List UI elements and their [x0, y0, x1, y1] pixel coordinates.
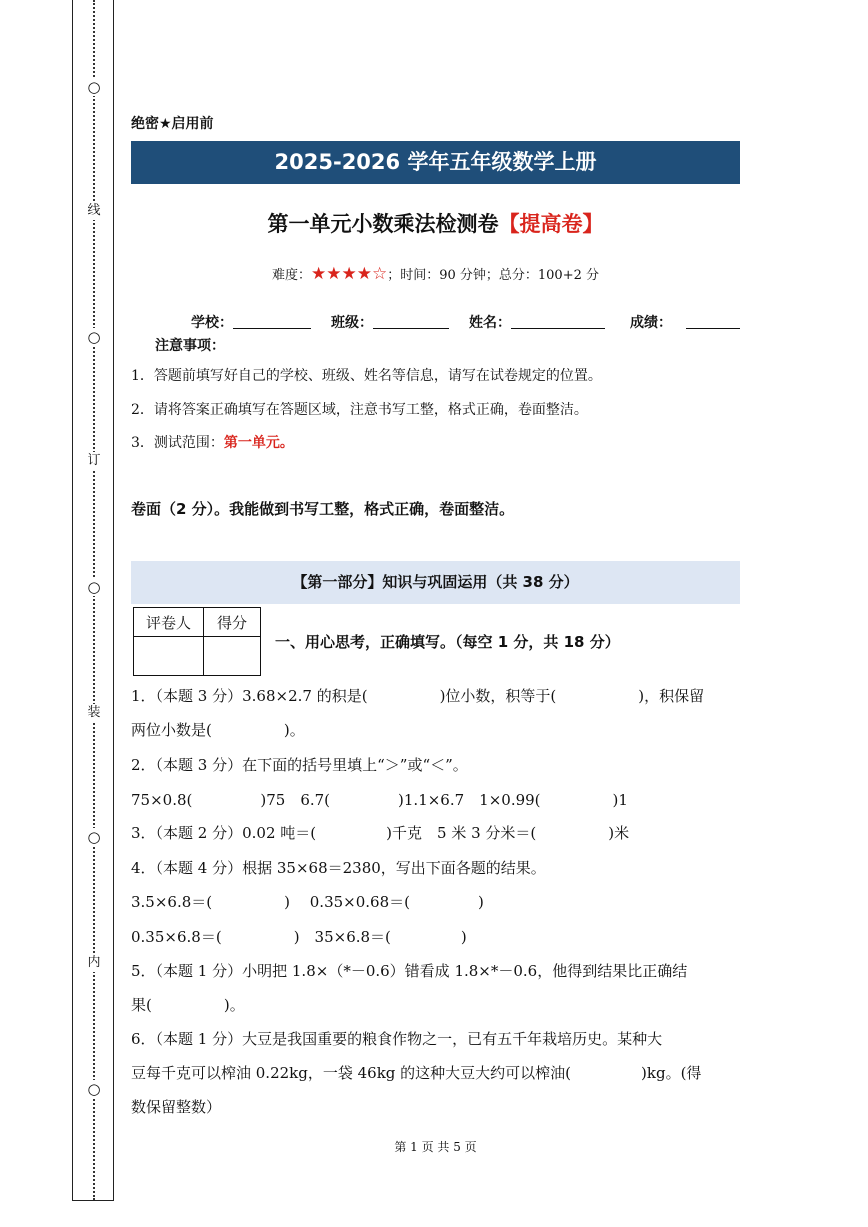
- exam-subtitle: [131, 208, 740, 238]
- school-label: 学校：: [191, 315, 233, 331]
- q4-text: ) 35×6.8＝(: [293, 928, 391, 946]
- score-field[interactable]: [630, 312, 740, 332]
- filled-stars-icon: ★★★★: [311, 264, 372, 284]
- name-field[interactable]: [469, 312, 605, 332]
- score-cell[interactable]: [204, 637, 261, 676]
- exam-title: 2025-2026 学年五年级数学上册: [131, 141, 740, 184]
- binding-circle-icon: ○: [83, 1080, 105, 1098]
- binding-circle-icon: ○: [83, 578, 105, 596]
- test-scope: 第一单元。: [223, 435, 294, 451]
- question-5-cont: [131, 994, 245, 1015]
- score-header: 得分: [204, 608, 261, 637]
- question-6: 6．（本题 1 分）大豆是我国重要的粮食作物之一，已有五千年栽培历史。某种大: [131, 1030, 663, 1048]
- q3-text: 3．（本题 2 分）0.02 吨＝(: [131, 824, 317, 842]
- q2-text: )1: [612, 791, 628, 809]
- difficulty-stars-icon: [311, 264, 387, 284]
- school-field[interactable]: [191, 312, 311, 332]
- subtitle-tag: 【提高卷】: [498, 212, 604, 236]
- page-footer: 第 1 页 共 5 页: [394, 1140, 477, 1154]
- empty-star-icon: ☆: [371, 264, 388, 284]
- class-blank[interactable]: [373, 314, 449, 329]
- q1-text: )位小数，积等于(: [439, 687, 557, 705]
- question-2: 2．（本题 3 分）在下面的括号里填上“＞”或“＜”。: [131, 756, 468, 774]
- q3-text: )米: [608, 824, 630, 842]
- q2-text: 75×0.8(: [131, 791, 193, 809]
- binding-mark-ding: 订: [83, 452, 105, 470]
- q1-text: 两位小数是(: [131, 721, 212, 739]
- q2-text: )75 6.7(: [260, 791, 331, 809]
- question-4-items-a: [131, 891, 484, 912]
- subtitle-main: 第一单元小数乘法检测卷: [267, 212, 499, 236]
- exam-meta: [131, 264, 740, 284]
- question-6-cont-2: 数保留整数）: [131, 1098, 222, 1116]
- q1-text: )。: [283, 721, 305, 739]
- notice-item: 1．答题前填写好自己的学校、班级、姓名等信息，请写在试卷规定的位置。: [131, 368, 602, 384]
- q6-text: 豆每千克可以榨油 0.22kg，一袋 46kg 的这种大豆大约可以榨油(: [131, 1064, 572, 1082]
- q1-text: )，积保留: [638, 687, 705, 705]
- binding-dotted-line: [93, 0, 97, 1200]
- neatness-statement: 卷面（2 分）。我能做到书写工整，格式正确，卷面整洁。: [131, 500, 515, 518]
- score-label: 成绩：: [630, 315, 672, 331]
- grader-label: 评卷人: [134, 608, 204, 637]
- notice-item-prefix: 3．测试范围：: [131, 435, 224, 451]
- time-score-info: ；时间：90 分钟；总分：100+2 分: [387, 268, 600, 283]
- q5-text: 果(: [131, 996, 152, 1014]
- binding-circle-icon: ○: [83, 328, 105, 346]
- section-one-title: 一、用心思考，正确填写。（每空 1 分，共 18 分）: [275, 633, 620, 651]
- binding-circle-icon: ○: [83, 828, 105, 846]
- part-one-title: 【第一部分】知识与巩固运用（共 38 分）: [131, 561, 740, 604]
- class-field[interactable]: [331, 312, 449, 332]
- question-3: [131, 822, 629, 843]
- name-label: 姓名：: [469, 315, 511, 331]
- q4-text: ) 0.35×0.68＝(: [284, 893, 410, 911]
- q4-text: 3.5×6.8＝(: [131, 893, 213, 911]
- school-blank[interactable]: [233, 314, 311, 329]
- q6-text: )kg。(得: [641, 1064, 702, 1082]
- question-2-items: [131, 789, 628, 810]
- class-label: 班级：: [331, 315, 373, 331]
- question-4-items-b: [131, 926, 467, 947]
- question-5: 5．（本题 1 分）小明把 1.8×（*－0.6）错看成 1.8×*－0.6，他得到结果比正确结: [131, 962, 688, 980]
- binding-circle-icon: ○: [83, 78, 105, 96]
- binding-mark-zhuang: 装: [83, 704, 105, 722]
- grader-cell[interactable]: [134, 637, 204, 676]
- name-blank[interactable]: [511, 314, 605, 329]
- notice-item: [131, 432, 294, 452]
- confidential-label: 绝密★启用前: [131, 116, 214, 132]
- q2-text: )1.1×6.7 1×0.99(: [398, 791, 541, 809]
- q4-text: ): [460, 928, 467, 946]
- notice-title: 注意事项：: [155, 338, 225, 354]
- q1-text: 1．（本题 3 分）3.68×2.7 的积是(: [131, 687, 368, 705]
- grading-table: [133, 607, 261, 676]
- score-blank[interactable]: [686, 314, 740, 329]
- question-6-cont: [131, 1062, 701, 1083]
- question-4: 4．（本题 4 分）根据 35×68＝2380，写出下面各题的结果。: [131, 859, 546, 877]
- q5-text: )。: [223, 996, 245, 1014]
- binding-mark-nei: 内: [83, 954, 105, 972]
- q4-text: ): [477, 893, 484, 911]
- binding-mark-line: 线: [83, 202, 105, 220]
- question-1-cont: [131, 719, 305, 740]
- notice-item: 2．请将答案正确填写在答题区域，注意书写工整，格式正确，卷面整洁。: [131, 402, 588, 418]
- q3-text: )千克 5 米 3 分米＝(: [386, 824, 537, 842]
- difficulty-label: 难度：: [271, 268, 311, 283]
- question-1: [131, 685, 704, 706]
- q4-text: 0.35×6.8＝(: [131, 928, 222, 946]
